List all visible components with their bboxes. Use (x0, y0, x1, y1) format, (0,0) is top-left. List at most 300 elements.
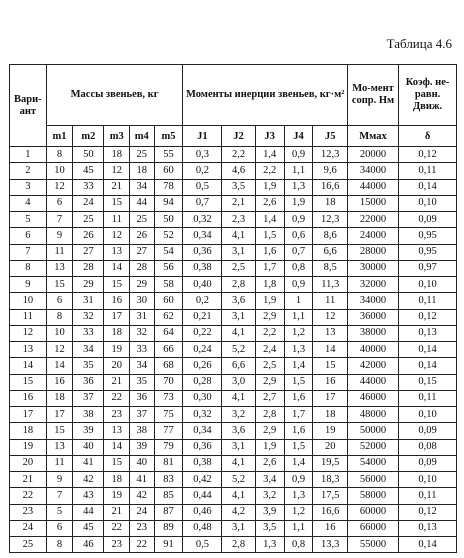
table-cell: 43 (73, 488, 104, 504)
table-cell: 54000 (347, 455, 398, 471)
table-cell: 0,44 (183, 488, 222, 504)
table-cell: 36000 (347, 309, 398, 325)
data-table-container (9, 64, 457, 550)
table-cell: 79 (154, 439, 183, 455)
subheader-cell: Mмах (347, 126, 398, 147)
table-cell: 13 (46, 439, 73, 455)
table-row (10, 374, 457, 390)
table-cell: 62 (154, 309, 183, 325)
table-cell: 12 (313, 309, 347, 325)
table-cell: 0,36 (183, 439, 222, 455)
table-cell: 52000 (347, 439, 398, 455)
table-cell: 60000 (347, 504, 398, 520)
table-cell: 60 (154, 163, 183, 179)
table-row (10, 163, 457, 179)
table-cell: 13 (104, 423, 130, 439)
table-cell: 28 (73, 260, 104, 276)
table-cell: 50 (73, 147, 104, 163)
table-row (10, 277, 457, 293)
table-cell: 35 (130, 374, 154, 390)
variant-cell: 4 (10, 195, 47, 211)
table-cell: 2,2 (222, 147, 255, 163)
table-cell: 0,32 (183, 407, 222, 423)
table-cell: 10 (46, 163, 73, 179)
table-cell: 8,6 (313, 228, 347, 244)
table-cell: 34000 (347, 293, 398, 309)
table-cell: 0,38 (183, 455, 222, 471)
table-cell: 12,3 (313, 212, 347, 228)
table-cell: 18 (313, 407, 347, 423)
variant-cell: 17 (10, 407, 47, 423)
table-cell: 64 (154, 325, 183, 341)
table-cell: 28 (130, 260, 154, 276)
table-cell: 5,2 (222, 472, 255, 488)
table-cell: 0,32 (183, 212, 222, 228)
table-row (10, 390, 457, 406)
subheader-cell: J1 (183, 126, 222, 147)
table-cell: 0,24 (183, 342, 222, 358)
table-cell: 0,38 (183, 260, 222, 276)
table-cell: 0,11 (399, 488, 457, 504)
table-cell: 11 (46, 455, 73, 471)
table-cell: 6,6 (222, 358, 255, 374)
table-cell: 13 (313, 325, 347, 341)
table-cell: 15 (104, 195, 130, 211)
table-cell: 18 (104, 472, 130, 488)
table-cell: 89 (154, 520, 183, 536)
table-cell: 4,1 (222, 390, 255, 406)
table-cell: 78 (154, 179, 183, 195)
table-row (10, 260, 457, 276)
table-cell: 0,95 (399, 228, 457, 244)
table-cell: 0,10 (399, 195, 457, 211)
table-cell: 1,2 (284, 504, 313, 520)
table-cell: 1,1 (284, 163, 313, 179)
table-row (10, 537, 457, 553)
table-cell: 60 (154, 293, 183, 309)
table-cell: 6,6 (313, 244, 347, 260)
table-cell: 1,4 (255, 147, 284, 163)
table-cell: 0,36 (183, 244, 222, 260)
table-cell: 2,3 (222, 212, 255, 228)
table-cell: 1,4 (255, 212, 284, 228)
subheader-cell: m3 (104, 126, 130, 147)
table-row (10, 439, 457, 455)
table-cell: 3,0 (222, 374, 255, 390)
table-cell: 3,9 (255, 504, 284, 520)
table-row (10, 293, 457, 309)
variant-cell: 9 (10, 277, 47, 293)
table-cell: 44000 (347, 179, 398, 195)
table-cell: 15 (104, 455, 130, 471)
table-cell: 39 (73, 423, 104, 439)
table-cell: 14 (313, 342, 347, 358)
table-cell: 12 (46, 342, 73, 358)
table-cell: 29 (130, 277, 154, 293)
table-cell: 52 (154, 228, 183, 244)
table-cell: 24000 (347, 228, 398, 244)
table-cell: 1,7 (255, 260, 284, 276)
table-cell: 91 (154, 537, 183, 553)
table-cell: 3,4 (255, 472, 284, 488)
table-cell: 27 (130, 244, 154, 260)
table-cell: 0,14 (399, 358, 457, 374)
table-cell: 10 (46, 325, 73, 341)
table-cell: 94 (154, 195, 183, 211)
table-row (10, 325, 457, 341)
variant-cell: 25 (10, 537, 47, 553)
table-cell: 18,3 (313, 472, 347, 488)
table-cell: 27 (73, 244, 104, 260)
table-cell: 0,12 (399, 309, 457, 325)
table-cell: 3,6 (222, 293, 255, 309)
table-cell: 2,5 (255, 358, 284, 374)
subheader-cell: J4 (284, 126, 313, 147)
table-cell: 70 (154, 374, 183, 390)
table-cell: 34000 (347, 163, 398, 179)
table-cell: 13 (46, 260, 73, 276)
table-cell: 4,6 (222, 163, 255, 179)
table-cell: 25 (130, 147, 154, 163)
variant-cell: 2 (10, 163, 47, 179)
table-cell: 2,6 (255, 195, 284, 211)
table-cell: 22 (104, 390, 130, 406)
table-cell: 0,42 (183, 472, 222, 488)
table-cell: 42000 (347, 358, 398, 374)
variant-cell: 3 (10, 179, 47, 195)
table-cell: 1,6 (284, 390, 313, 406)
table-cell: 18 (104, 325, 130, 341)
table-cell: 0,10 (399, 472, 457, 488)
table-cell: 16 (313, 374, 347, 390)
table-cell: 9 (46, 228, 73, 244)
table-cell: 20 (104, 358, 130, 374)
table-cell: 2,9 (255, 309, 284, 325)
table-cell: 33 (130, 342, 154, 358)
table-cell: 42 (130, 488, 154, 504)
table-cell: 0,9 (284, 147, 313, 163)
table-cell: 16,6 (313, 504, 347, 520)
table-row (10, 179, 457, 195)
table-cell: 24 (130, 504, 154, 520)
table-cell: 0,13 (399, 325, 457, 341)
subheader-cell: m5 (154, 126, 183, 147)
table-cell: 17 (46, 407, 73, 423)
table-row (10, 407, 457, 423)
table-cell: 24 (73, 195, 104, 211)
table-cell: 36 (130, 390, 154, 406)
table-cell: 58 (154, 277, 183, 293)
table-cell: 1,5 (284, 439, 313, 455)
header-variant: Вари-ант (10, 65, 47, 147)
table-row (10, 472, 457, 488)
table-cell: 0,28 (183, 374, 222, 390)
table-cell: 5,2 (222, 342, 255, 358)
table-cell: 2,9 (255, 423, 284, 439)
table-cell: 12 (46, 179, 73, 195)
variant-cell: 8 (10, 260, 47, 276)
table-cell: 75 (154, 407, 183, 423)
table-cell: 2,4 (255, 342, 284, 358)
table-cell: 12,3 (313, 147, 347, 163)
table-cell: 54 (154, 244, 183, 260)
table-cell: 13,3 (313, 537, 347, 553)
table-cell: 32000 (347, 277, 398, 293)
table-cell: 0,30 (183, 390, 222, 406)
table-cell: 1,5 (284, 374, 313, 390)
table-cell: 0,11 (399, 163, 457, 179)
table-cell: 4,1 (222, 455, 255, 471)
table-cell: 0,2 (183, 163, 222, 179)
table-cell: 18 (46, 390, 73, 406)
variant-cell: 6 (10, 228, 47, 244)
table-cell: 4,1 (222, 325, 255, 341)
table-cell: 1,3 (284, 179, 313, 195)
table-cell: 2,8 (222, 537, 255, 553)
table-cell: 77 (154, 423, 183, 439)
table-cell: 0,7 (284, 244, 313, 260)
table-cell: 0,14 (399, 179, 457, 195)
variant-cell: 20 (10, 455, 47, 471)
table-cell: 3,2 (222, 407, 255, 423)
table-cell: 40 (130, 455, 154, 471)
table-cell: 18 (313, 195, 347, 211)
table-cell: 37 (130, 407, 154, 423)
table-cell: 17 (313, 390, 347, 406)
table-cell: 11 (46, 244, 73, 260)
table-cell: 32 (73, 309, 104, 325)
table-cell: 56 (154, 260, 183, 276)
table-cell: 12 (104, 163, 130, 179)
table-cell: 1,1 (284, 520, 313, 536)
table-cell: 1,2 (284, 325, 313, 341)
table-cell: 41 (73, 455, 104, 471)
table-cell: 42 (73, 472, 104, 488)
table-cell: 0,26 (183, 358, 222, 374)
table-cell: 0,2 (183, 293, 222, 309)
table-cell: 15000 (347, 195, 398, 211)
data-table (9, 64, 457, 553)
table-cell: 38 (130, 423, 154, 439)
variant-cell: 24 (10, 520, 47, 536)
header-coefficient: Коэф. не-равн. Движ. (399, 65, 457, 126)
table-row (10, 342, 457, 358)
table-cell: 3,5 (255, 520, 284, 536)
table-cell: 1,9 (255, 179, 284, 195)
variant-cell: 5 (10, 212, 47, 228)
table-cell: 0,40 (183, 277, 222, 293)
variant-cell: 16 (10, 390, 47, 406)
table-cell: 0,6 (284, 228, 313, 244)
table-cell: 45 (73, 163, 104, 179)
table-cell: 37 (73, 390, 104, 406)
variant-cell: 1 (10, 147, 47, 163)
table-cell: 14 (46, 358, 73, 374)
table-cell: 4,1 (222, 228, 255, 244)
subheader-cell: δ (399, 126, 457, 147)
table-cell: 8 (46, 309, 73, 325)
table-row (10, 195, 457, 211)
table-cell: 1,7 (284, 407, 313, 423)
table-cell: 19 (104, 342, 130, 358)
table-cell: 20000 (347, 147, 398, 163)
table-cell: 3,1 (222, 244, 255, 260)
variant-cell: 23 (10, 504, 47, 520)
table-cell: 0,15 (399, 374, 457, 390)
table-cell: 1,4 (284, 455, 313, 471)
table-cell: 2,8 (222, 277, 255, 293)
table-cell: 3,2 (255, 488, 284, 504)
table-cell: 15 (104, 277, 130, 293)
table-cell: 1,9 (255, 293, 284, 309)
subheader-cell: J3 (255, 126, 284, 147)
table-cell: 40000 (347, 342, 398, 358)
table-cell: 1,8 (255, 277, 284, 293)
table-cell: 3,1 (222, 520, 255, 536)
table-cell: 3,1 (222, 309, 255, 325)
table-cell: 0,48 (183, 520, 222, 536)
table-cell: 16 (46, 374, 73, 390)
variant-cell: 15 (10, 374, 47, 390)
variant-cell: 19 (10, 439, 47, 455)
table-cell: 3,5 (222, 179, 255, 195)
table-cell: 44000 (347, 374, 398, 390)
table-cell: 50000 (347, 423, 398, 439)
table-cell: 46000 (347, 390, 398, 406)
table-cell: 11 (104, 212, 130, 228)
table-cell: 40 (73, 439, 104, 455)
table-cell: 11,3 (313, 277, 347, 293)
table-cell: 58000 (347, 488, 398, 504)
variant-cell: 12 (10, 325, 47, 341)
table-cell: 4,2 (222, 504, 255, 520)
table-cell: 3,1 (222, 439, 255, 455)
table-cell: 6 (46, 520, 73, 536)
table-cell: 2,2 (255, 163, 284, 179)
table-cell: 0,5 (183, 537, 222, 553)
table-cell: 26 (73, 228, 104, 244)
table-row (10, 423, 457, 439)
table-cell: 30000 (347, 260, 398, 276)
table-cell: 0,34 (183, 423, 222, 439)
table-cell: 9,6 (313, 163, 347, 179)
table-cell: 0,11 (399, 390, 457, 406)
table-cell: 6 (46, 195, 73, 211)
table-cell: 11 (313, 293, 347, 309)
table-cell: 0,10 (399, 277, 457, 293)
table-cell: 0,14 (399, 537, 457, 553)
variant-cell: 10 (10, 293, 47, 309)
table-cell: 16,6 (313, 179, 347, 195)
table-cell: 0,3 (183, 147, 222, 163)
table-cell: 2,2 (255, 325, 284, 341)
table-row (10, 309, 457, 325)
table-cell: 1,1 (284, 309, 313, 325)
variant-cell: 18 (10, 423, 47, 439)
subheader-row (10, 126, 457, 147)
subheader-cell: J5 (313, 126, 347, 147)
table-cell: 0,9 (284, 277, 313, 293)
table-cell: 0,7 (183, 195, 222, 211)
table-cell: 0,95 (399, 244, 457, 260)
table-cell: 31 (73, 293, 104, 309)
table-cell: 30 (130, 293, 154, 309)
table-cell: 0,09 (399, 455, 457, 471)
table-cell: 2,1 (222, 195, 255, 211)
table-cell: 33 (73, 325, 104, 341)
table-cell: 0,34 (183, 228, 222, 244)
table-cell: 33 (73, 179, 104, 195)
subheader-cell: m4 (130, 126, 154, 147)
table-cell: 55000 (347, 537, 398, 553)
header-masses: Массы звеньев, кг (46, 65, 183, 126)
table-cell: 18 (130, 163, 154, 179)
table-row (10, 488, 457, 504)
table-cell: 85 (154, 488, 183, 504)
table-cell: 25 (130, 212, 154, 228)
table-cell: 1,3 (284, 342, 313, 358)
table-cell: 22000 (347, 212, 398, 228)
table-cell: 55 (154, 147, 183, 163)
table-cell: 1,3 (255, 537, 284, 553)
table-cell: 0,97 (399, 260, 457, 276)
table-cell: 46 (73, 537, 104, 553)
table-cell: 8 (46, 537, 73, 553)
table-cell: 1,3 (284, 488, 313, 504)
table-cell: 0,11 (399, 293, 457, 309)
table-cell: 22 (104, 520, 130, 536)
table-cell: 34 (73, 342, 104, 358)
table-cell: 44 (73, 504, 104, 520)
table-cell: 66000 (347, 520, 398, 536)
table-cell: 32 (130, 325, 154, 341)
table-cell: 8,5 (313, 260, 347, 276)
table-cell: 21 (104, 504, 130, 520)
table-cell: 29 (73, 277, 104, 293)
variant-cell: 11 (10, 309, 47, 325)
table-cell: 50 (154, 212, 183, 228)
table-cell: 17 (104, 309, 130, 325)
table-cell: 25 (73, 212, 104, 228)
table-cell: 15 (46, 423, 73, 439)
table-cell: 19 (104, 488, 130, 504)
table-cell: 38000 (347, 325, 398, 341)
table-row (10, 358, 457, 374)
table-cell: 66 (154, 342, 183, 358)
table-row (10, 455, 457, 471)
table-cell: 0,12 (399, 147, 457, 163)
table-caption: Таблица 4.6 (386, 36, 452, 51)
subheader-cell: J2 (222, 126, 255, 147)
variant-cell: 7 (10, 244, 47, 260)
table-cell: 2,6 (255, 455, 284, 471)
table-cell: 41 (130, 472, 154, 488)
table-cell: 14 (104, 260, 130, 276)
table-cell: 21 (104, 374, 130, 390)
table-cell: 6 (46, 293, 73, 309)
table-cell: 0,22 (183, 325, 222, 341)
variant-cell: 21 (10, 472, 47, 488)
variant-cell: 13 (10, 342, 47, 358)
table-cell: 1,9 (284, 195, 313, 211)
table-cell: 45 (73, 520, 104, 536)
table-cell: 23 (130, 520, 154, 536)
table-cell: 19,5 (313, 455, 347, 471)
table-row (10, 228, 457, 244)
table-cell: 44 (130, 195, 154, 211)
table-cell: 26 (130, 228, 154, 244)
table-cell: 17,5 (313, 488, 347, 504)
